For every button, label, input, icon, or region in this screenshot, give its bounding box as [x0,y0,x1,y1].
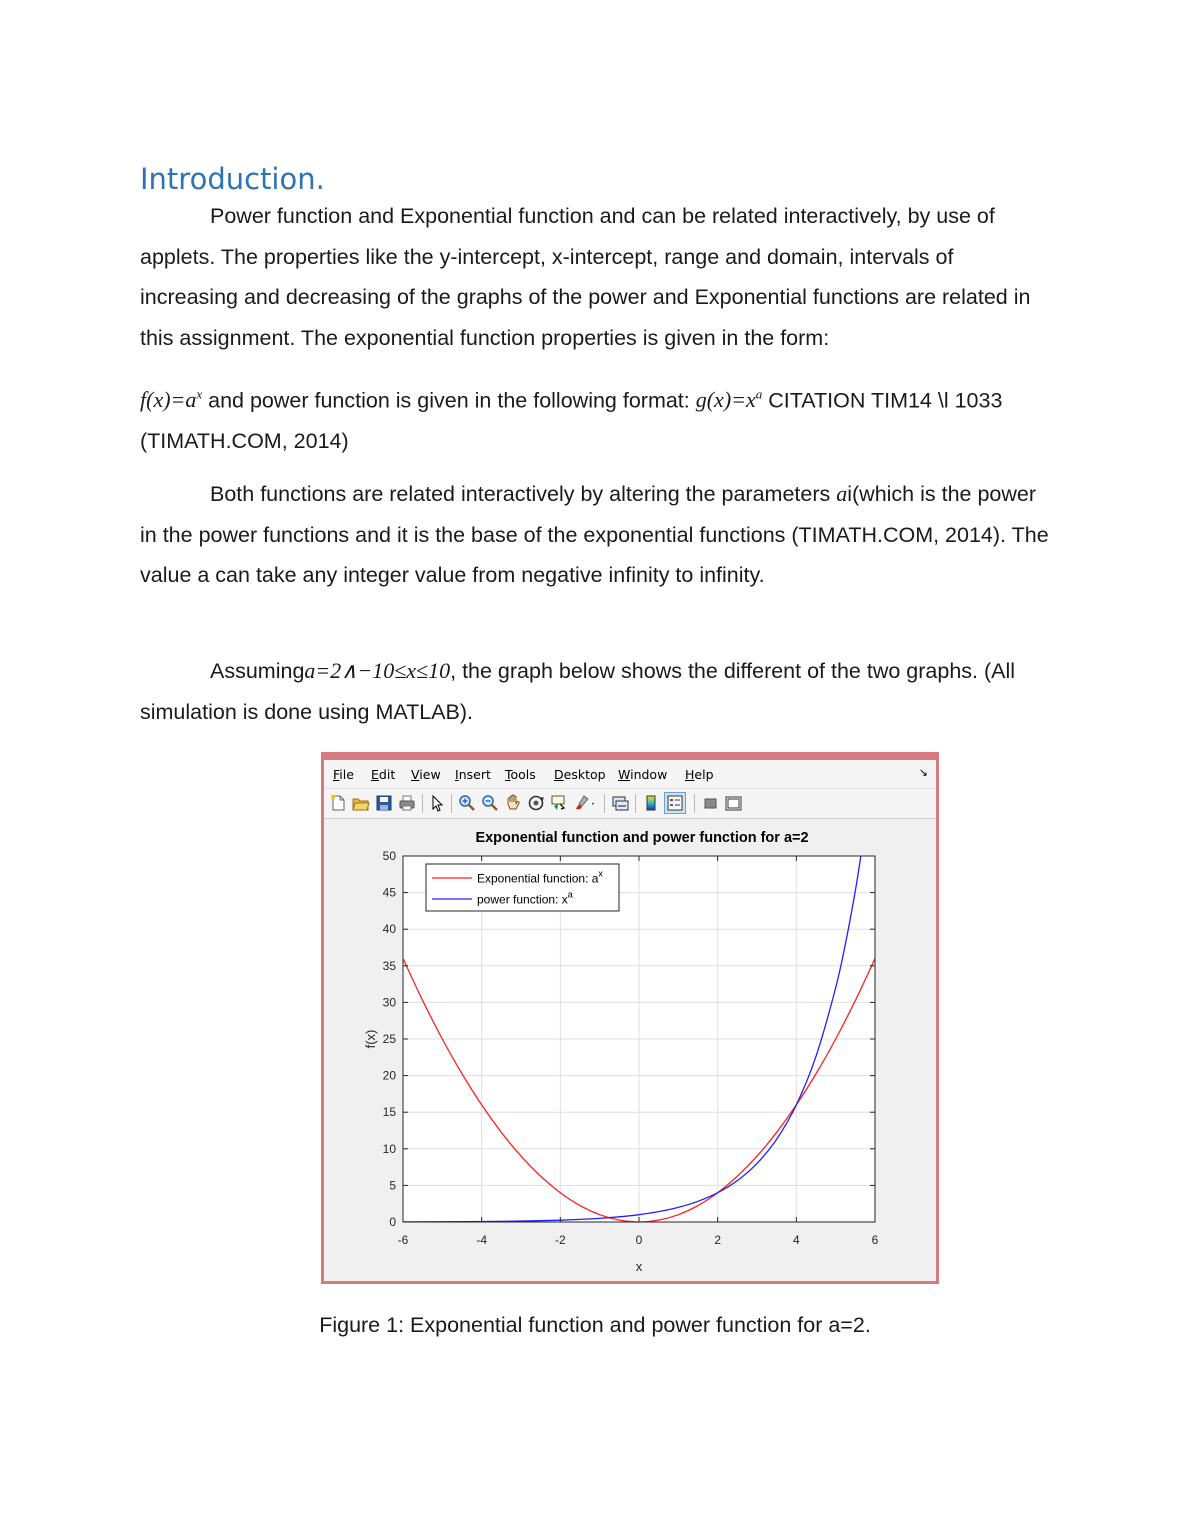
paragraph-parameters: Both functions are related interactively by altering the parameters ai(which is the power in the power functions and it is the base of the exponential functions (TIMATH.COM, 2014). The value a can take any integer value from negative infinity to infinity. [140,481,1049,587]
new-figure-icon[interactable] [329,794,347,812]
legend-icon[interactable] [664,792,686,814]
figure-caption: Figure 1: Exponential function and power function for a=2. [319,1313,871,1337]
legend-entry: Exponential function: $a^x$ [477,868,603,886]
chart-title: Exponential function and power function for a=2 [475,830,809,846]
paragraph-formulas: $f(x)=a^x$ and power function is given in the following format: $g(x)=x^a$ CITATION TIM14 \l 1033 (TIMATH.COM, 2014) [140,387,1003,453]
y-tick-label: 30 [382,995,396,1010]
zoom-in-icon[interactable] [458,794,476,812]
y-tick-label: 35 [382,958,396,973]
x-tick-label: 6 [871,1233,879,1247]
print-icon[interactable] [398,794,416,812]
y-tick-label: 10 [382,1141,396,1156]
menu-bar [324,760,936,789]
matlab-figure-window [321,752,939,1284]
menu-tools[interactable]: Tools [505,767,536,782]
line-chart[interactable] [324,819,936,1281]
brush-icon[interactable] [573,794,591,812]
menu-desktop[interactable]: Desktop [554,767,606,782]
y-tick-label: 5 [389,1178,396,1193]
paragraph-intro: Power function and Exponential function and can be related interactively, by use of applets. The properties like the y-intercept, x-intercept, range and domain, intervals of increasing and decreasing of the graphs of the power and Exponential functions are related in this assignment. The exponential function properties is given in the form: [140,204,1031,350]
data-cursor-icon[interactable] [550,794,568,812]
power-formula: $g(x)=x^a$ [695,387,763,413]
legend[interactable] [426,864,619,911]
hide-plot-tools-icon[interactable] [701,794,719,812]
x-tick-label: -2 [554,1233,566,1247]
show-plot-tools-icon[interactable] [724,794,742,812]
y-tick-label: 45 [382,885,396,900]
x-tick-label: 0 [635,1233,643,1247]
menu-insert[interactable]: Insert [455,767,491,782]
pointer-icon[interactable] [428,794,446,812]
y-tick-label: 25 [382,1032,396,1046]
y-axis-label: f(x) [363,1029,378,1049]
menu-window[interactable]: Window [618,767,668,782]
colorbar-icon[interactable] [642,794,660,812]
x-tick-label: 2 [714,1233,722,1247]
menu-view[interactable]: View [411,767,441,782]
y-tick-label: 50 [382,849,396,863]
dock-arrow-icon[interactable]: ↘ [918,767,928,779]
x-axis-label: x [635,1259,643,1274]
y-tick-label: 40 [382,922,396,937]
pan-icon[interactable] [504,794,522,812]
zoom-out-icon[interactable] [481,794,499,812]
figure-toolbar [324,789,936,819]
paragraph-assumption: Assuminga=2∧−10≤x≤10, the graph below shows the different of the two graphs. (All simulation is done using MATLAB). [140,658,1016,724]
y-tick-label: 0 [389,1215,396,1229]
menu-help[interactable]: Help [685,767,714,782]
menu-edit[interactable]: Edit [371,767,396,782]
plot-area [324,819,936,1281]
citation-text: CITATION TIM14 \l 1033 (TIMATH.COM, 2014) [140,388,1003,453]
save-icon[interactable] [375,794,393,812]
y-tick-label: 15 [382,1105,396,1120]
open-file-icon[interactable] [352,794,370,812]
y-tick-label: 20 [382,1068,396,1083]
rotate-3d-icon[interactable] [527,794,545,812]
section-heading: Introduction. [140,162,325,196]
link-plot-icon[interactable] [611,794,629,812]
menu-file[interactable]: File [333,767,354,782]
x-tick-label: -4 [476,1233,488,1247]
assumption-math: a=2∧−10≤x≤10 [304,658,451,683]
legend-entry: power function: $x^a$ [477,889,573,907]
exponential-formula: $f(x)=a^x$ [140,387,203,413]
x-tick-label: 4 [792,1233,800,1247]
x-tick-label: -6 [397,1233,409,1247]
